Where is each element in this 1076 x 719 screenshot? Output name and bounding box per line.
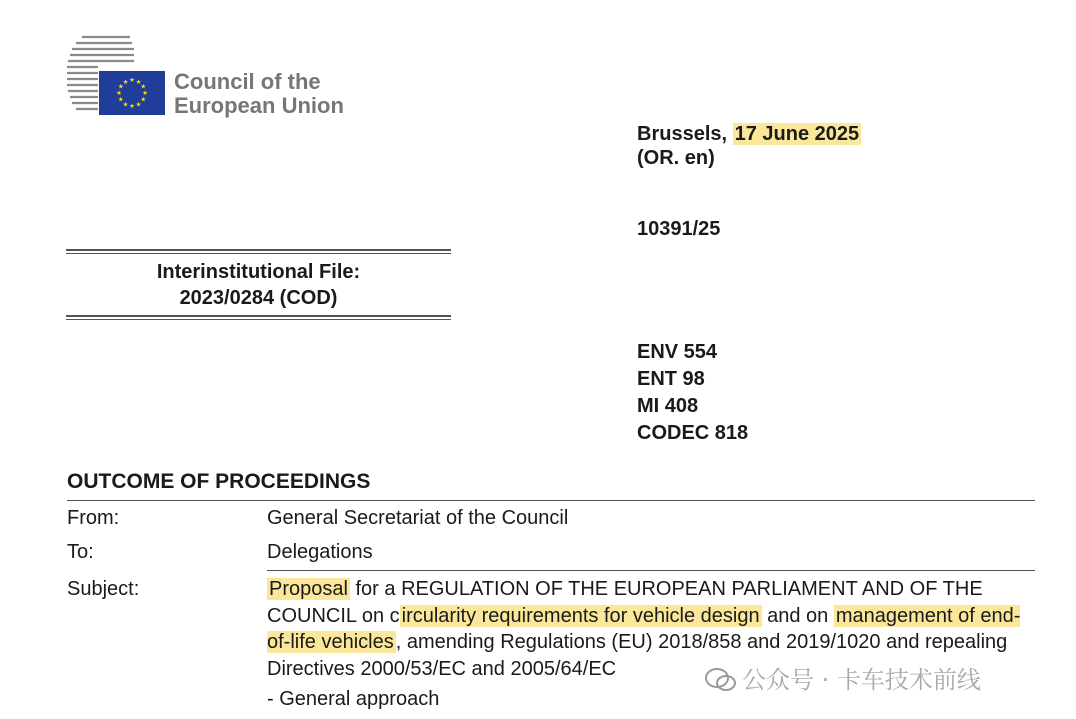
flag-star-icon: ★: [122, 101, 129, 109]
flag-star-icon: ★: [129, 77, 135, 85]
flag-star-icon: ★: [135, 101, 142, 109]
code-env: ENV 554: [637, 341, 718, 363]
top-double-rule: [66, 249, 451, 254]
watermark-text: 公众号 · 卡车技术前线: [742, 666, 981, 694]
heading-rule: [67, 500, 1035, 501]
document-number: 10391/25: [637, 218, 721, 240]
to-value: Delegations: [267, 541, 373, 563]
bottom-double-rule: [66, 315, 451, 320]
flag-star-icon: ★: [140, 83, 147, 91]
flag-star-icon: ★: [140, 96, 147, 104]
outcome-heading: OUTCOME OF PROCEEDINGS: [67, 470, 371, 493]
subject-part: , amending Regulations (EU) 2018/858 and 2019/1020 and repealing Directives 2000/53/EC and 2005/64/EC: [267, 631, 1008, 680]
code-ent: ENT 98: [637, 368, 705, 390]
subject-part: for a REGULATION OF THE EUROPEAN PARLIAMENT AND OF THE COUNCIL on c: [267, 578, 983, 627]
from-value: General Secretariat of the Council: [267, 507, 569, 529]
code-codec: CODEC 818: [637, 422, 749, 444]
subject-highlight-circularity: ircularity requirements for vehicle design: [401, 604, 760, 627]
org-name-line2: European Union: [174, 93, 344, 118]
flag-star-icon: ★: [122, 78, 129, 86]
general-approach: - General approach: [267, 688, 440, 710]
flag-star-icon: ★: [142, 90, 148, 98]
code-mi: MI 408: [637, 395, 699, 417]
classification-codes: [637, 339, 748, 447]
to-label: To:: [67, 541, 94, 563]
flag-star-icon: ★: [116, 90, 122, 98]
interinstitutional-file: [66, 259, 451, 311]
organization-name: [174, 70, 344, 118]
flag-star-icon: ★: [117, 83, 124, 91]
subject-highlight-end-of-life: management of end-of-life vehicles: [267, 604, 1021, 653]
date-line: [637, 123, 861, 146]
language: (OR. en): [637, 147, 715, 169]
subject-highlight-proposal: Proposal: [269, 578, 348, 600]
wechat-icon: [705, 666, 737, 694]
date-highlighted: 17 June 2025: [734, 123, 860, 145]
city: Brussels,: [637, 123, 728, 145]
flag-star-icon: ★: [135, 78, 142, 86]
subject-label: Subject:: [67, 578, 140, 600]
org-name-line1: Council of the: [174, 69, 321, 94]
from-label: From:: [67, 507, 120, 529]
eu-flag-icon: [99, 71, 165, 115]
interinstitutional-number: 2023/0284 (COD): [179, 287, 338, 309]
interinstitutional-label: Interinstitutional File:: [156, 261, 361, 283]
subject-rule: [267, 570, 1035, 571]
flag-star-icon: ★: [129, 103, 135, 111]
subject-part: and on: [761, 604, 834, 627]
flag-star-icon: ★: [117, 96, 124, 104]
